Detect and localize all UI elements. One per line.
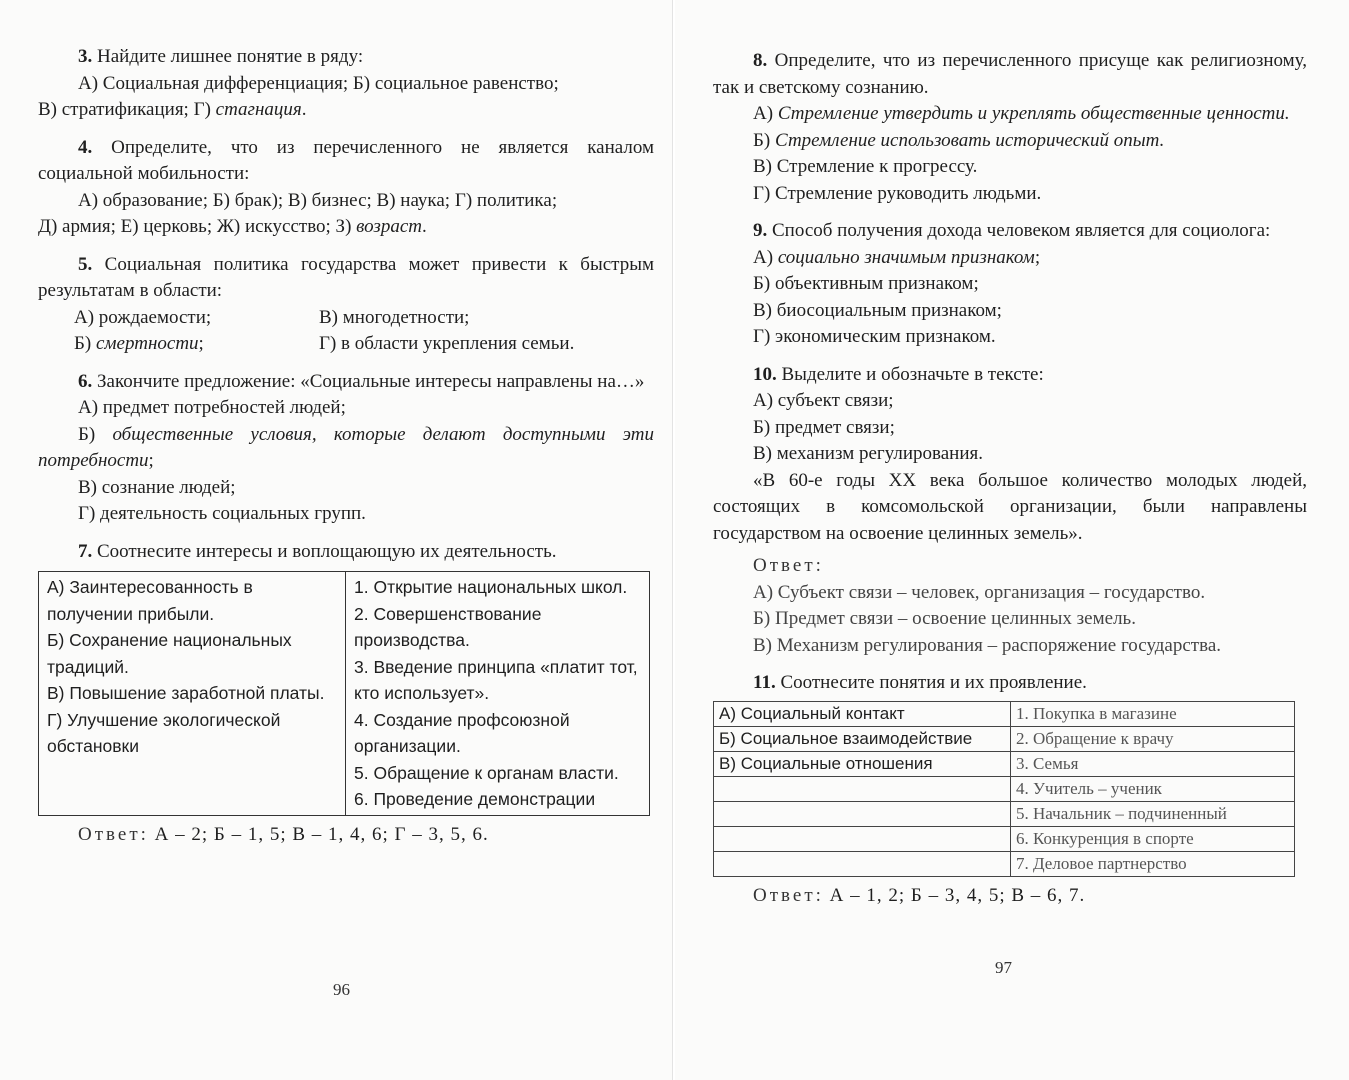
question-8	[713, 48, 1307, 207]
option-italic: Стремление использовать исторический опыт.	[775, 129, 1165, 151]
answer-label: Ответ:	[753, 884, 824, 906]
question-7	[38, 539, 654, 849]
option-italic: стагнация	[215, 99, 302, 120]
table-cell: 5. Начальник – подчиненный	[1011, 801, 1295, 826]
question-text: Способ получения дохода человеком является для социолога:	[767, 220, 1271, 241]
table-cell: 6. Конкуренция в спорте	[1011, 826, 1295, 851]
table-cell: А) Социальный контакт	[714, 701, 1011, 726]
option-text: В) стратификация; Г)	[38, 99, 216, 120]
question-number: 11.	[753, 672, 776, 693]
question-number: 9.	[753, 220, 768, 241]
list-item: 3. Введение принципа «платит тот, кто использует».	[354, 656, 638, 703]
option-v: В) сознание людей;	[78, 476, 236, 498]
option-italic: социально значимым признаком	[777, 246, 1035, 268]
list-item: 6. Проведение демонстрации	[354, 789, 596, 809]
list-item: В) Повышение заработной платы.	[47, 683, 325, 703]
options-two-column	[38, 305, 654, 358]
option-b: Б) объективным признаком;	[753, 273, 979, 294]
answer-value: А – 2; Б – 1, 5; В – 1, 4, 6; Г – 3, 5, 6.	[148, 823, 489, 845]
interests-cell	[39, 572, 346, 816]
answer-a: А) Субъект связи – человек, организация – государство.	[753, 581, 1206, 603]
answer-line	[38, 822, 654, 849]
option-g: Г) Стремление руководить людьми.	[753, 182, 1042, 204]
list-item: А) Заинтересованность в получении прибыли.	[47, 577, 253, 624]
table-row	[714, 801, 1295, 826]
matching-table	[38, 571, 650, 816]
list-item: 4. Создание профсоюзной организации.	[354, 709, 570, 756]
option-line	[38, 97, 654, 124]
question-number: 7.	[78, 540, 93, 562]
question-3	[38, 44, 654, 124]
question-5	[38, 252, 654, 358]
option-b	[74, 331, 319, 358]
option-a: А) рождаемости;	[74, 306, 212, 328]
punct: ;	[148, 450, 154, 471]
page-number: 97	[995, 958, 1012, 977]
option-v: В) Стремление к прогрессу.	[753, 156, 978, 177]
option-b: Б) предмет связи;	[753, 416, 895, 438]
option-italic: смертности	[96, 333, 199, 354]
question-11	[713, 670, 1307, 909]
question-text: Соотнесите понятия и их проявление.	[775, 672, 1087, 693]
option-italic: возраст	[356, 216, 422, 237]
question-text: Выделите и обозначьте в тексте:	[776, 363, 1044, 385]
option-prefix: А)	[753, 246, 778, 268]
left-column	[38, 44, 654, 859]
matching-table	[713, 701, 1295, 877]
option-g: Г) экономическим признаком.	[753, 326, 996, 347]
table-row	[714, 776, 1295, 801]
option-a	[713, 245, 1307, 272]
option-b	[38, 422, 654, 475]
page-right	[675, 0, 1349, 1080]
punct: ;	[1034, 246, 1041, 268]
question-number: 4.	[78, 136, 93, 158]
table-cell	[714, 826, 1011, 851]
answer-label: Ответ:	[753, 555, 824, 576]
question-6	[38, 369, 654, 528]
table-row	[714, 751, 1295, 776]
question-9	[713, 218, 1307, 351]
option-prefix: Б)	[78, 423, 113, 445]
page-left	[0, 0, 673, 1080]
option-g: Г) в области укрепления семьи.	[319, 333, 575, 354]
activities-cell	[346, 572, 650, 816]
table-cell: Б) Социальное взаимодействие	[714, 726, 1011, 751]
table-cell: В) Социальные отношения	[714, 751, 1011, 776]
question-text: Определите, что из перечисленного присуще как религиозному, так и светскому сознанию.	[713, 50, 1307, 98]
question-number: 6.	[78, 370, 93, 392]
question-number: 5.	[78, 253, 93, 275]
option-g: Г) деятельность социальных групп.	[78, 503, 366, 524]
list-item: 2. Совершенствование производства.	[354, 603, 542, 650]
answer-label: Ответ:	[78, 823, 149, 845]
table-row	[714, 701, 1295, 726]
option-a	[713, 101, 1307, 128]
table-cell	[714, 851, 1011, 876]
question-text: Найдите лишнее понятие в ряду:	[92, 46, 364, 67]
table-cell: 3. Семья	[1011, 751, 1295, 776]
punct: ;	[198, 333, 204, 354]
punct: .	[301, 99, 307, 120]
table-cell	[714, 801, 1011, 826]
question-number: 10.	[753, 363, 777, 385]
option-line	[38, 214, 654, 241]
answer-line	[713, 883, 1307, 910]
quote-text: «В 60-е годы XX века большое количество молодых людей, состоящих в комсомольской организации, были направлены государством на освоение целинных земель».	[713, 469, 1307, 544]
page-number: 96	[333, 980, 350, 999]
question-text: Закончите предложение: «Социальные интересы направлены на…»	[92, 370, 645, 392]
option-v: В) механизм регулирования.	[753, 443, 984, 464]
answer-block	[713, 553, 1307, 659]
option-prefix: Б)	[74, 333, 96, 354]
question-number: 3.	[78, 46, 93, 67]
punct: .	[422, 216, 427, 237]
question-4	[38, 135, 654, 241]
right-column	[713, 48, 1307, 920]
list-item: Б) Сохранение национальных традиций.	[47, 630, 292, 677]
option-italic: общественные условия, которые делают доступными эти потребности	[38, 423, 654, 471]
answer-v: В) Механизм регулирования – распоряжение государства.	[753, 634, 1221, 656]
option-line: А) образование; Б) брак); В) бизнес; В) наука; Г) политика;	[78, 189, 558, 211]
table-cell	[714, 776, 1011, 801]
table-row	[714, 851, 1295, 876]
list-item: 5. Обращение к органам власти.	[354, 762, 619, 783]
table-row	[714, 726, 1295, 751]
question-number: 8.	[753, 50, 768, 71]
table-cell: 2. Обращение к врачу	[1011, 726, 1295, 751]
option-line: А) Социальная дифференциация; Б) социальное равенство;	[78, 72, 559, 94]
table-row	[714, 826, 1295, 851]
question-10	[713, 362, 1307, 660]
answer-b: Б) Предмет связи – освоение целинных земель.	[753, 608, 1136, 629]
table-cell: 1. Покупка в магазине	[1011, 701, 1295, 726]
option-italic: Стремление утвердить и укреплять общественные ценности.	[777, 103, 1290, 124]
question-text: Определите, что из перечисленного не является каналом социальной мобильности:	[38, 136, 654, 184]
option-text: Д) армия; Е) церковь; Ж) искусство; З)	[38, 216, 357, 237]
list-item: 1. Открытие национальных школ.	[354, 577, 628, 597]
option-prefix: А)	[753, 103, 778, 124]
question-text: Социальная политика государства может привести к быстрым результатам в области:	[38, 253, 654, 301]
option-a: А) предмет потребностей людей;	[78, 397, 346, 418]
answer-value: А – 1, 2; Б – 3, 4, 5; В – 6, 7.	[823, 884, 1086, 906]
table-cell: 4. Учитель – ученик	[1011, 776, 1295, 801]
option-prefix: Б)	[753, 129, 775, 151]
option-v: В) многодетности;	[319, 306, 470, 328]
table-cell: 7. Деловое партнерство	[1011, 851, 1295, 876]
table-row	[39, 572, 650, 816]
option-a: А) субъект связи;	[753, 390, 894, 411]
question-text: Соотнесите интересы и воплощающую их деятельность.	[92, 540, 557, 562]
list-item: Г) Улучшение экологической обстановки	[47, 709, 281, 756]
option-v: В) биосоциальным признаком;	[753, 299, 1002, 321]
option-b	[713, 128, 1307, 155]
